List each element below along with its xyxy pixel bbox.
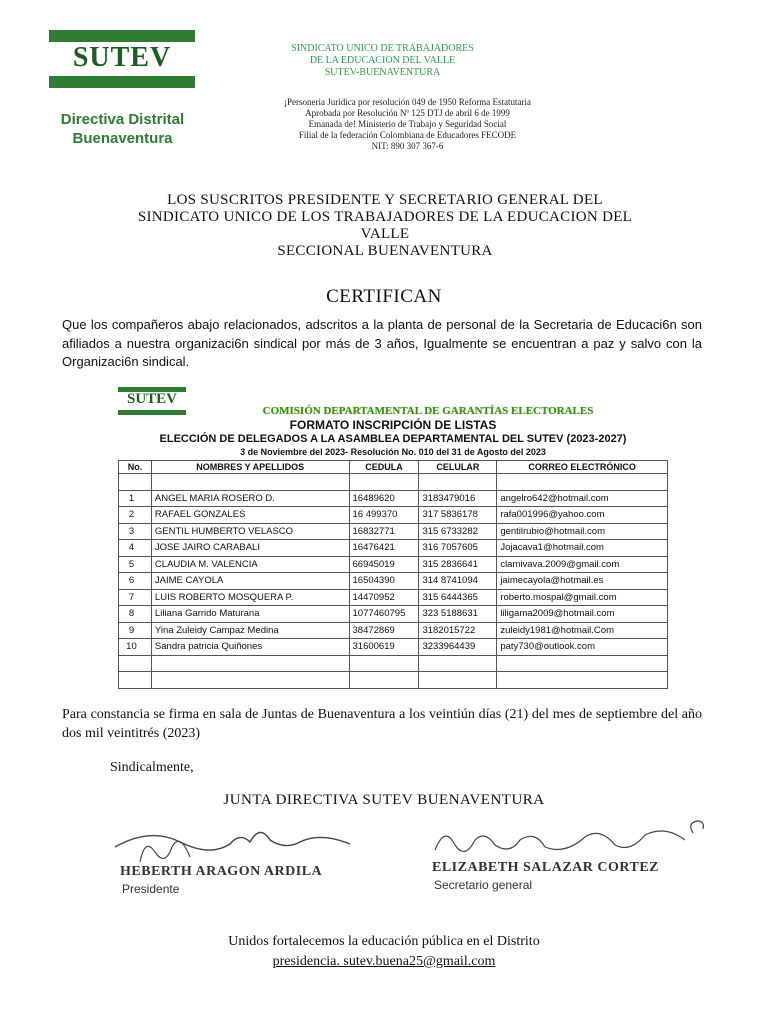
president-name: HEBERTH ARAGON ARDILA	[120, 864, 323, 879]
table-row	[119, 556, 668, 573]
empty-cell	[349, 474, 419, 491]
row-number: 1	[119, 490, 152, 507]
empty-cell	[497, 655, 668, 672]
form-logo-text: SUTEV	[126, 391, 178, 407]
empty-cell	[151, 655, 349, 672]
row-name: GENTIL HUMBERTO VELASCO	[151, 523, 349, 540]
row-celular: 315 6444365	[419, 589, 497, 606]
column-header: No.	[119, 461, 152, 474]
union-line: SINDICATO UNICO DE TRABAJADORES	[291, 43, 474, 54]
legal-line: ¡Personeria Juridica por resolución 049 de 1950 Reforma Estatutaria	[284, 97, 531, 107]
row-name: JOSE JAIRO CARABALI	[151, 540, 349, 557]
table-empty-row	[119, 672, 668, 689]
union-line: SUTEV-BUENAVENTURA	[324, 67, 441, 78]
table-empty-row	[119, 655, 668, 672]
table-header-row	[119, 461, 668, 474]
heading-line: LOS SUSCRITOS PRESIDENTE Y SECRETARIO GENERAL DEL	[167, 192, 603, 208]
column-header: NOMBRES Y APELLIDOS	[151, 461, 349, 474]
table-row	[119, 639, 668, 656]
empty-cell	[497, 672, 668, 689]
row-number: 8	[119, 606, 152, 623]
directiva-distrital	[40, 110, 205, 148]
row-name: LUIS ROBERTO MOSQUERA P.	[151, 589, 349, 606]
table-row	[119, 540, 668, 557]
row-email: liligama2009@hotmail.com	[497, 606, 668, 623]
row-number: 10	[119, 639, 152, 656]
row-email: angelro642@hotmail.com	[497, 490, 668, 507]
table-row	[119, 573, 668, 590]
column-header: CORREO ELECTRÓNICO	[497, 461, 668, 474]
junta-directiva: JUNTA DIRECTIVA SUTEV BUENAVENTURA	[223, 792, 545, 808]
empty-cell	[419, 474, 497, 491]
column-header: CEDULA	[349, 461, 419, 474]
legal-line: Emanada de! Ministerio de Trabajo y Seguridad Social	[308, 119, 507, 129]
row-number: 3	[119, 523, 152, 540]
empty-cell	[419, 655, 497, 672]
row-email: jaimecayola@hotmail.es	[497, 573, 668, 590]
row-cedula: 66945019	[349, 556, 419, 573]
column-header: CELULAR	[419, 461, 497, 474]
footer-email-link[interactable]: presidencia. sutev.buena25@gmail.com	[272, 954, 496, 969]
directiva-line-1: Directiva Distrital	[60, 111, 185, 128]
table-row	[119, 606, 668, 623]
row-cedula: 38472869	[349, 622, 419, 639]
row-celular: 316 7057605	[419, 540, 497, 557]
row-number: 6	[119, 573, 152, 590]
empty-cell	[497, 474, 668, 491]
logo-text: SUTEV	[72, 42, 172, 73]
row-celular: 314 8741094	[419, 573, 497, 590]
table-row	[119, 507, 668, 524]
election-title: ELECCIÓN DE DELEGADOS A LA ASAMBLEA DEPARTAMENTAL DEL SUTEV (2023-2027)	[159, 433, 627, 445]
table-row	[119, 622, 668, 639]
row-number: 4	[119, 540, 152, 557]
row-email: rafa001996@yahoo.com	[497, 507, 668, 524]
empty-cell	[151, 474, 349, 491]
row-email: zuleidy1981@hotmail.Com	[497, 622, 668, 639]
row-celular: 315 6733282	[419, 523, 497, 540]
heading-line: VALLE	[360, 226, 410, 242]
empty-cell	[419, 672, 497, 689]
table-empty-row	[119, 474, 668, 491]
legal-line: NIT: 890 307 367-6	[371, 141, 444, 151]
comision-title: COMISIÓN DEPARTAMENTAL DE GARANTÍAS ELECTORALES	[262, 405, 594, 417]
table-row	[119, 589, 668, 606]
table-row	[119, 523, 668, 540]
secretary-name: ELIZABETH SALAZAR CORTEZ	[432, 860, 660, 875]
row-name: ANGEL MARIA ROSERO D.	[151, 490, 349, 507]
row-cedula: 16504390	[349, 573, 419, 590]
form-sutev-logo	[118, 387, 186, 415]
legal-line: Filial de la federación Colombiana de Educadores FECODE	[298, 130, 517, 140]
sutev-logo	[47, 28, 197, 90]
empty-cell	[119, 672, 152, 689]
row-name: JAIME CAYOLA	[151, 573, 349, 590]
row-email: clamivava.2009@gmail.com	[497, 556, 668, 573]
row-celular: 3182015722	[419, 622, 497, 639]
empty-cell	[349, 655, 419, 672]
row-email: gentilrubio@hotmail.com	[497, 523, 668, 540]
union-line: DE LA EDUCACION DEL VALLE	[309, 55, 456, 66]
row-email: paty730@outlook.com	[497, 639, 668, 656]
row-name: Yina Zuleidy Campaz Medina	[151, 622, 349, 639]
row-celular: 323 5188631	[419, 606, 497, 623]
certifican-title: CERTIFICAN	[326, 286, 442, 307]
row-celular: 317 5836178	[419, 507, 497, 524]
legal-info	[250, 97, 565, 152]
row-name: Liliana Garrido Maturana	[151, 606, 349, 623]
form-title: FORMATO INSCRIPCIÓN DE LISTAS	[289, 418, 497, 432]
row-number: 5	[119, 556, 152, 573]
row-cedula: 14470952	[349, 589, 419, 606]
row-cedula: 16489620	[349, 490, 419, 507]
heading-line: SINDICATO UNICO DE LOS TRABAJADORES DE LA EDUCACION DEL	[137, 209, 633, 225]
row-cedula: 1077460795	[349, 606, 419, 623]
row-email: Jojacava1@hotmail.com	[497, 540, 668, 557]
row-email: roberto.mospal@gmail.com	[497, 589, 668, 606]
constancia-paragraph: Para constancia se firma en sala de Juntas de Buenaventura a los veintiún días (21) del mes de septiembre del año dos mil veintitrés (2023)	[62, 707, 702, 741]
row-name: CLAUDIA M. VALENCIA	[151, 556, 349, 573]
directiva-line-2: Buenaventura	[72, 130, 173, 147]
closing-salutation: Sindicalmente,	[110, 760, 194, 775]
empty-cell	[349, 672, 419, 689]
row-number: 2	[119, 507, 152, 524]
row-cedula: 16832771	[349, 523, 419, 540]
row-celular: 3233964439	[419, 639, 497, 656]
row-number: 7	[119, 589, 152, 606]
secretary-role: Secretario general	[434, 878, 533, 892]
certification-paragraph: Que los compañeros abajo relacionados, adscritos a la planta de personal de la Secretaria de Educaci6n son afiliados a nuestra organizaci6n sindical por más de 3 años, Igualmente se encuentran a paz y salvo con la Organizaci6n sindical.	[62, 317, 702, 369]
president-role: Presidente	[122, 882, 180, 896]
resolution-date: 3 de Noviembre del 2023- Resolución No. 010 del 31 de Agosto del 2023	[240, 447, 546, 457]
delegates-table	[118, 460, 668, 689]
empty-cell	[119, 474, 152, 491]
union-name	[250, 43, 515, 79]
row-name: RAFAEL GONZALES	[151, 507, 349, 524]
row-cedula: 31600619	[349, 639, 419, 656]
row-cedula: 16476421	[349, 540, 419, 557]
document-heading	[90, 192, 680, 260]
heading-line: SECCIONAL BUENAVENTURA	[277, 243, 493, 259]
empty-cell	[151, 672, 349, 689]
inscription-form	[118, 385, 668, 735]
footer-motto: Unidos fortalecemos la educación pública en el Distrito	[228, 934, 540, 949]
legal-line: Aprobada por Resolución Nº 125 DTJ de abril 6 de 1999	[305, 108, 510, 118]
table-row	[119, 490, 668, 507]
row-celular: 3183479016	[419, 490, 497, 507]
row-name: Sandra patricia Quiñones	[151, 639, 349, 656]
row-celular: 315 2836641	[419, 556, 497, 573]
empty-cell	[119, 655, 152, 672]
row-cedula: 16 499370	[349, 507, 419, 524]
row-number: 9	[119, 622, 152, 639]
